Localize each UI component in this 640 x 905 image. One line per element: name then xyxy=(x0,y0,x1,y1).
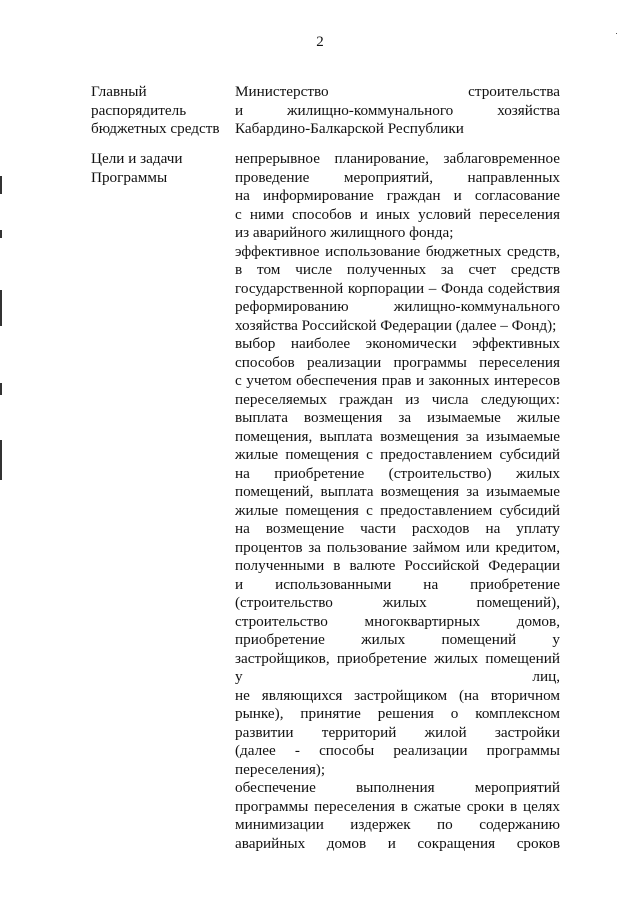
value-line: строительство многоквартирных домов, xyxy=(235,612,560,630)
value-line: реформированию жилищно-коммунального xyxy=(235,298,560,315)
value-line: (далее - способы реализации программы xyxy=(235,742,560,759)
value-line: и использованными на приобретение xyxy=(235,575,560,593)
value-line: с ними способов и иных условий переселения xyxy=(235,205,560,223)
value-line: переселения); xyxy=(235,760,326,778)
value-line: аварийных домов и сокращения сроков xyxy=(235,834,560,852)
value-line: минимизации издержек по содержанию xyxy=(235,816,560,833)
value-line: Министерство строительства xyxy=(235,83,560,100)
value-line: выплата возмещения за изымаемые жилые xyxy=(235,409,560,426)
value-line: на информирование граждан и согласование xyxy=(235,187,560,204)
value-line: процентов за пользование займом или кредитом, xyxy=(235,538,560,556)
row1-value xyxy=(235,83,560,139)
value-line: проведение мероприятий, направленных xyxy=(235,168,560,186)
scan-edge-mark xyxy=(0,383,2,395)
label-line: распорядитель xyxy=(91,101,187,119)
value-line: в том числе полученных за счет средств xyxy=(235,261,560,278)
value-line: жилые помещения с предоставлением субсидий xyxy=(235,501,560,519)
value-line: Кабардино-Балкарской Республики xyxy=(235,120,464,137)
value-line: с учетом обеспечения прав и законных интересов xyxy=(235,372,560,389)
value-line: полученными в валюте Российской Федерации xyxy=(235,557,560,574)
value-line: программы переселения в сжатые сроки в целях xyxy=(235,797,560,815)
value-line: у лиц, xyxy=(235,668,560,685)
value-line: рынке), принятие решения о комплексном xyxy=(235,705,560,722)
scan-edge-mark xyxy=(0,290,2,326)
value-line: государственной корпорации – Фонда содействия xyxy=(235,279,560,297)
value-line: жилые помещения с предоставлением субсидий xyxy=(235,446,560,463)
value-line: обеспечение выполнения мероприятий xyxy=(235,779,560,796)
label-line: Цели и задачи xyxy=(91,150,183,167)
value-line: хозяйства Российской Федерации (далее – Фонд); xyxy=(235,316,557,334)
value-line: приобретение жилых помещений у xyxy=(235,631,560,648)
value-line: на приобретение (строительство) жилых xyxy=(235,464,560,482)
scan-edge-mark xyxy=(0,440,2,480)
value-line: и жилищно-коммунального хозяйства xyxy=(235,101,560,119)
label-line: Главный xyxy=(91,83,147,100)
value-line: переселяемых граждан из числа следующих: xyxy=(235,390,560,408)
value-line: из аварийного жилищного фонда; xyxy=(235,224,454,241)
row2-value xyxy=(235,150,560,853)
value-line: на возмещение части расходов на уплату xyxy=(235,520,560,537)
value-line: помещений, выплата возмещения за изымаемые xyxy=(235,483,560,500)
label-line: Программы xyxy=(91,168,168,186)
value-line: помещения, выплата возмещения за изымаемые xyxy=(235,427,560,445)
page-number: 2 xyxy=(316,34,324,50)
value-line: эффективное использование бюджетных средств, xyxy=(235,242,560,260)
value-line: способов реализации программы переселения xyxy=(235,353,560,371)
value-line: (строительство жилых помещений), xyxy=(235,594,560,611)
scan-edge-mark xyxy=(0,230,2,238)
value-line: застройщиков, приобретение жилых помещений xyxy=(235,649,560,667)
label-line: бюджетных средств xyxy=(91,120,220,137)
scan-edge-mark xyxy=(0,176,2,194)
row2-label xyxy=(91,150,183,187)
value-line: развитии территорий жилой застройки xyxy=(235,723,560,741)
row1-label xyxy=(91,83,220,139)
scan-speck xyxy=(616,33,617,34)
value-line: не являющихся застройщиком (на вторичном xyxy=(235,686,560,704)
value-line: выбор наиболее экономически эффективных xyxy=(235,335,560,352)
value-line: непрерывное планирование, заблаговременное xyxy=(235,150,560,167)
